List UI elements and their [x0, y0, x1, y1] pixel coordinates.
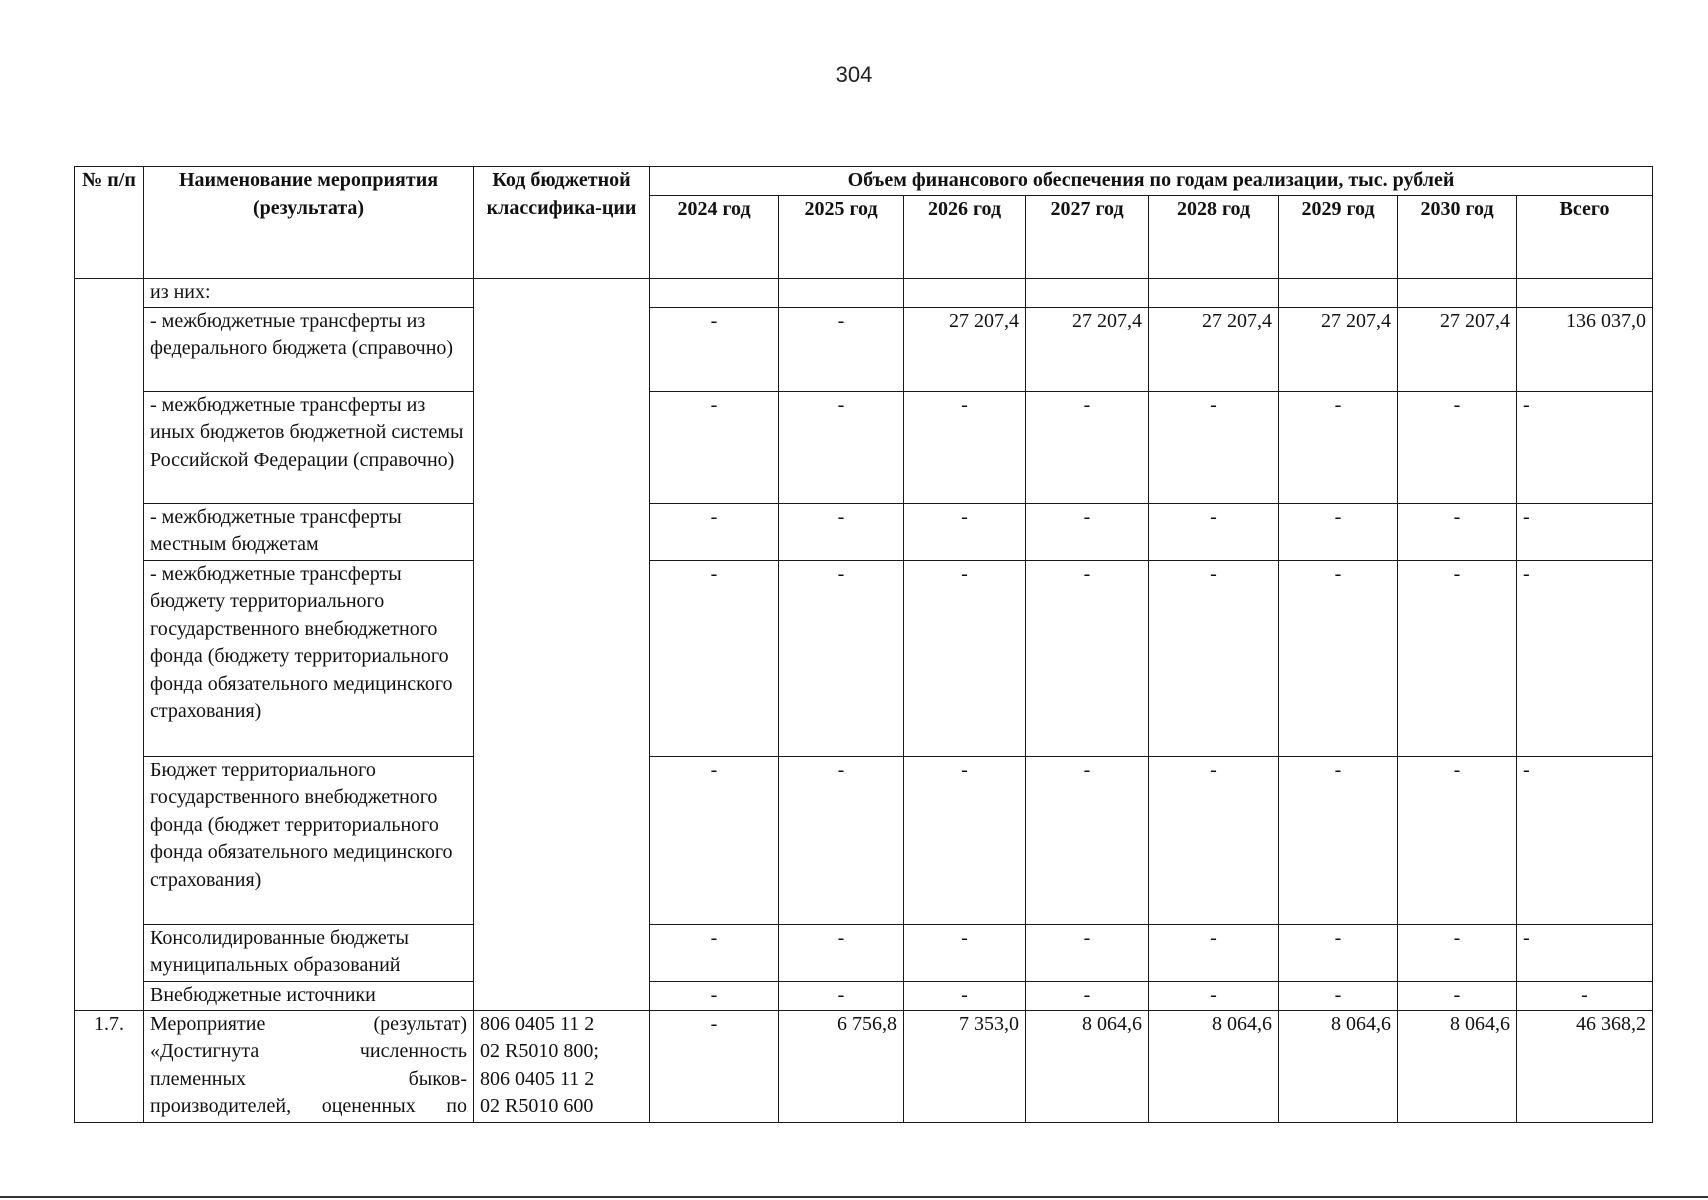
value-cell: -	[1149, 391, 1279, 503]
value-cell: -	[1517, 391, 1653, 503]
value-cell: -	[1149, 503, 1279, 560]
row-name: - межбюджетные трансферты из федерального бюджета (справочно)	[144, 307, 474, 391]
row-name: Бюджет территориального государственного внебюджетного фонда (бюджет территориального фонда обязательного медицинского страхования)	[144, 756, 474, 924]
value-cell: -	[1026, 560, 1149, 756]
value-cell: -	[1398, 981, 1517, 1010]
value-cell	[1517, 278, 1653, 307]
value-cell: -	[779, 391, 904, 503]
table-row	[75, 503, 1653, 560]
value-cell: -	[1026, 756, 1149, 924]
row-name: Консолидированные бюджеты муниципальных образований	[144, 924, 474, 981]
value-cell: 8 064,6	[1398, 1010, 1517, 1122]
value-cell: 6 756,8	[779, 1010, 904, 1122]
header-year: 2024 год	[650, 195, 779, 278]
row-name	[144, 1010, 474, 1122]
value-cell: -	[1517, 924, 1653, 981]
row-name: из них:	[144, 278, 474, 307]
table-row	[75, 560, 1653, 756]
table-row	[75, 756, 1653, 924]
value-cell: 27 207,4	[1279, 307, 1398, 391]
header-year: 2026 год	[904, 195, 1026, 278]
value-cell: -	[1279, 981, 1398, 1010]
value-cell: -	[1026, 981, 1149, 1010]
row-name: - межбюджетные трансферты местным бюджетам	[144, 503, 474, 560]
row-name: - межбюджетные трансферты из иных бюджетов бюджетной системы Российской Федерации (справочно)	[144, 391, 474, 503]
value-cell: 8 064,6	[1026, 1010, 1149, 1122]
value-cell: -	[904, 391, 1026, 503]
row-code-cell	[474, 278, 650, 1010]
value-cell: -	[1026, 503, 1149, 560]
value-cell: -	[650, 503, 779, 560]
row-name-line: Мероприятие (результат)	[150, 1012, 467, 1035]
value-cell: -	[1398, 560, 1517, 756]
value-cell: -	[904, 924, 1026, 981]
value-cell: -	[779, 981, 904, 1010]
value-cell: -	[1517, 503, 1653, 560]
table-row	[75, 1010, 1653, 1122]
value-cell: 8 064,6	[1149, 1010, 1279, 1122]
row-name-line: производителей, оцененных по	[150, 1095, 467, 1117]
value-cell: -	[904, 503, 1026, 560]
row-number: 1.7.	[75, 1010, 144, 1122]
value-cell: 7 353,0	[904, 1010, 1026, 1122]
value-cell: 136 037,0	[1517, 307, 1653, 391]
value-cell: -	[779, 503, 904, 560]
value-cell: -	[1279, 560, 1398, 756]
row-code-line: 02 R5010 600	[480, 1095, 594, 1117]
value-cell: -	[1279, 503, 1398, 560]
row-name: - межбюджетные трансферты бюджету территориального государственного внебюджетного фонда (бюджету территориального фонда обязательного медицинского страхования)	[144, 560, 474, 756]
table-row	[75, 924, 1653, 981]
value-cell: -	[650, 756, 779, 924]
value-cell: -	[650, 560, 779, 756]
value-cell: -	[904, 756, 1026, 924]
row-number-cell	[75, 278, 144, 1010]
value-cell: 8 064,6	[1279, 1010, 1398, 1122]
header-financing-group: Объем финансового обеспечения по годам реализации, тыс. рублей	[650, 167, 1653, 196]
value-cell: 27 207,4	[1026, 307, 1149, 391]
value-cell: -	[904, 981, 1026, 1010]
value-cell	[779, 278, 904, 307]
value-cell: 27 207,4	[1149, 307, 1279, 391]
value-cell: -	[904, 560, 1026, 756]
value-cell: -	[1149, 981, 1279, 1010]
header-number: № п/п	[75, 167, 144, 279]
value-cell	[650, 278, 779, 307]
value-cell: -	[1279, 391, 1398, 503]
value-cell: -	[1398, 756, 1517, 924]
header-year: 2030 год	[1398, 195, 1517, 278]
header-year: 2025 год	[779, 195, 904, 278]
value-cell: -	[650, 924, 779, 981]
value-cell: -	[779, 307, 904, 391]
value-cell: -	[1026, 391, 1149, 503]
value-cell: -	[1517, 981, 1653, 1010]
value-cell: -	[650, 1010, 779, 1122]
value-cell: -	[1517, 756, 1653, 924]
value-cell: -	[650, 307, 779, 391]
financing-table	[74, 166, 1653, 1123]
value-cell: -	[779, 560, 904, 756]
value-cell: -	[650, 981, 779, 1010]
value-cell: -	[1517, 560, 1653, 756]
header-year: 2028 год	[1149, 195, 1279, 278]
value-cell: -	[1149, 560, 1279, 756]
value-cell: -	[779, 756, 904, 924]
value-cell	[1279, 278, 1398, 307]
row-code	[474, 1010, 650, 1122]
row-name-line: племенных быков-	[150, 1067, 467, 1090]
value-cell: -	[1149, 924, 1279, 981]
value-cell: 27 207,4	[904, 307, 1026, 391]
table-row	[75, 391, 1653, 503]
value-cell: -	[1398, 503, 1517, 560]
page-number: 304	[835, 62, 873, 87]
page-bottom-rule	[0, 1196, 1708, 1198]
value-cell: -	[650, 391, 779, 503]
value-cell: -	[1026, 924, 1149, 981]
value-cell: -	[1279, 924, 1398, 981]
header-name: Наименование мероприятия (результата)	[144, 167, 474, 279]
header-year: 2027 год	[1026, 195, 1149, 278]
table-row	[75, 307, 1653, 391]
value-cell: -	[779, 924, 904, 981]
header-total: Всего	[1517, 195, 1653, 278]
row-name-line: «Достигнута численность	[150, 1040, 467, 1062]
value-cell	[1026, 278, 1149, 307]
header-code: Код бюджетной классифика-ции	[474, 167, 650, 279]
header-year: 2029 год	[1279, 195, 1398, 278]
value-cell: 27 207,4	[1398, 307, 1517, 391]
value-cell: -	[1398, 391, 1517, 503]
row-code-line: 806 0405 11 2	[480, 1012, 595, 1035]
row-code-line: 02 R5010 800;	[480, 1040, 599, 1062]
value-cell	[1149, 278, 1279, 307]
value-cell: -	[1398, 924, 1517, 981]
table-row	[75, 981, 1653, 1010]
value-cell: -	[1149, 756, 1279, 924]
value-cell: -	[1279, 756, 1398, 924]
value-cell: 46 368,2	[1517, 1010, 1653, 1122]
table-row	[75, 278, 1653, 307]
value-cell	[1398, 278, 1517, 307]
value-cell	[904, 278, 1026, 307]
row-name: Внебюджетные источники	[144, 981, 474, 1010]
row-code-line: 806 0405 11 2	[480, 1067, 595, 1090]
